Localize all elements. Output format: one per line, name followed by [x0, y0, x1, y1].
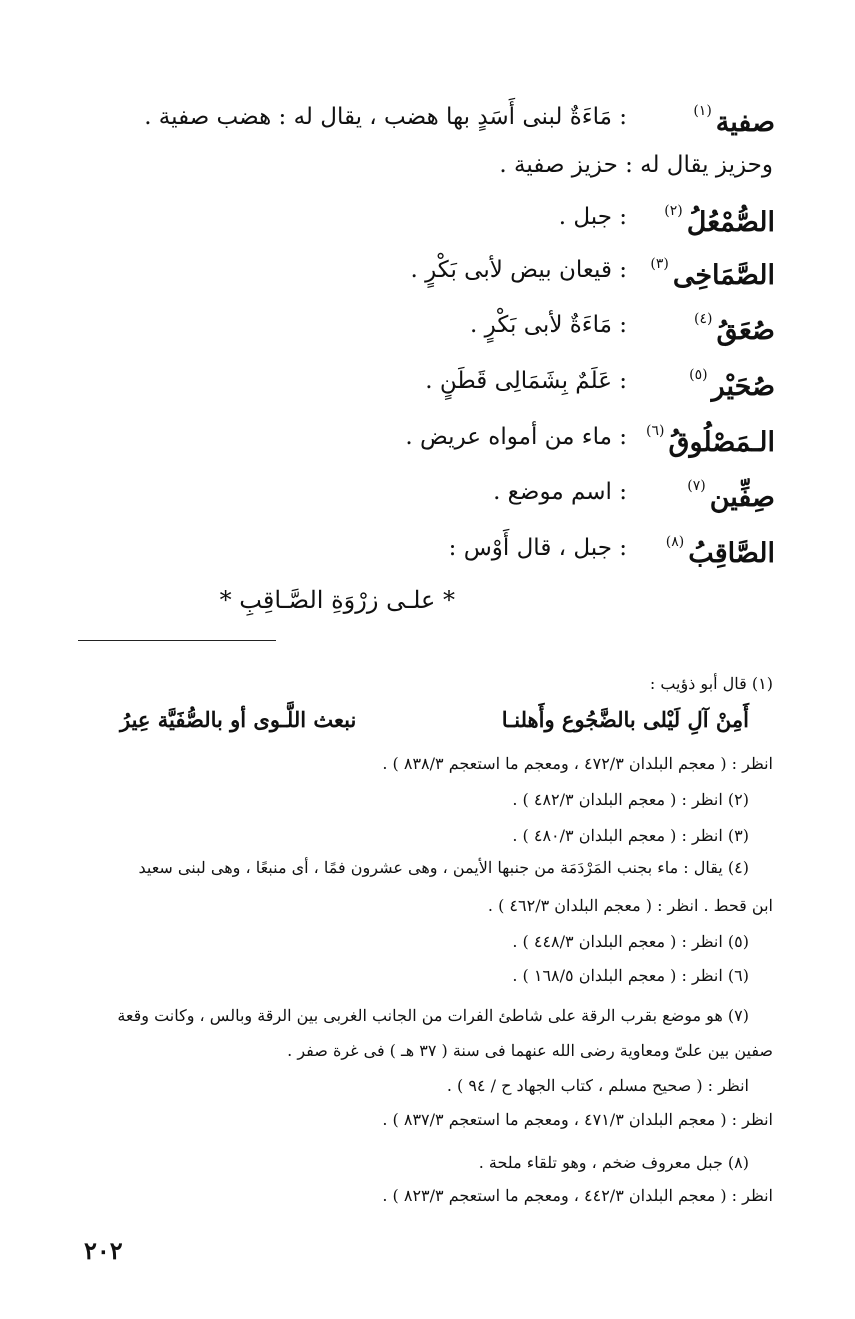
entry-definition: : عَلَمٌ بِشَمَالِى قَطَنٍ . [425, 368, 627, 394]
entry-definition: : جبل ، قال أَوْس : [448, 535, 627, 561]
entry-name: الصَّاقِبُ [688, 538, 775, 569]
verse-hemistich-1: أَمِنْ آلِ لَيْلى بالضَّجُوع وأَهلنـا [501, 707, 749, 732]
entry-name: صُعَقُ [716, 315, 775, 346]
footnote-7-reference-1: انظر : ( صحيح مسلم ، كتاب الجهاد ح / ٩٤ ) . [446, 1076, 749, 1095]
page-number: ٢٠٢ [84, 1236, 123, 1265]
footnote-5: (٥) انظر : ( معجم البلدان ٤٤٨/٣ ) . [512, 932, 749, 951]
footnote-1-verse [120, 700, 749, 740]
footnote-1-reference: انظر : ( معجم البلدان ٤٧٢/٣ ، ومعجم ما استعجم ٨٣٨/٣ ) . [382, 754, 773, 773]
footnote-2: (٢) انظر : ( معجم البلدان ٤٨٢/٣ ) . [512, 790, 749, 809]
footnote-8-reference: انظر : ( معجم البلدان ٤٤٢/٣ ، ومعجم ما استعجم ٨٢٣/٣ ) . [382, 1186, 773, 1205]
entry-1 [60, 93, 775, 141]
entry-definition: : اسم موضع . [493, 479, 627, 505]
footnote-marker: (٧) [687, 478, 706, 494]
footnote-1-head: (١) قال أبو ذؤيب : [649, 674, 773, 693]
entry-7 [60, 468, 775, 516]
entry-definition: : مَاءَةٌ لأبى بَكْرٍ . [470, 312, 627, 338]
entry-name: صِفِّين [709, 482, 775, 513]
entry-definition: : قيعان بيض لأبى بَكْرٍ . [410, 257, 627, 283]
footnote-marker: (٣) [650, 256, 669, 272]
footnote-marker: (٥) [689, 367, 708, 383]
footnote-8: (٨) جبل معروف ضخم ، وهو تلقاء ملحة . [478, 1153, 749, 1172]
entry-name: الـمَصْلُوقُ [668, 427, 775, 458]
entry-name: صفية [715, 107, 775, 138]
entry-8 [60, 524, 775, 572]
entry-3 [60, 246, 775, 294]
footnote-4-line-2: ابن قحط . انظر : ( معجم البلدان ٤٦٢/٣ ) . [487, 896, 773, 915]
footnote-marker: (٨) [665, 534, 685, 550]
entry-definition: : مَاءَةٌ لبنى أَسَدٍ بها هضب ، يقال له : هضب صفية . [144, 104, 627, 130]
entry-definition: : ماء من أمواه عريض . [405, 424, 627, 450]
entry-1-continuation: وحزيز يقال له : حزيز صفية . [499, 152, 773, 178]
footnote-separator [78, 640, 276, 641]
entry-definition: : جبل . [558, 204, 627, 230]
entry-5 [60, 357, 775, 405]
footnote-marker: (٤) [694, 311, 713, 327]
entry-6 [60, 413, 775, 461]
verse-quote: * علـى زرْوَةِ الصَّـاقِبِ * [219, 586, 455, 614]
entry-4 [60, 301, 775, 349]
entry-name: الصَّمَاخِى [672, 260, 775, 291]
footnote-3: (٣) انظر : ( معجم البلدان ٤٨٠/٣ ) . [512, 826, 749, 845]
footnote-marker: (١) [693, 103, 712, 119]
entry-name: صُحَيْر [711, 371, 775, 402]
footnote-4-line-1: (٤) يقال : ماء بجنب المَرْدَمَة من جنبها الأيمن ، وهى عشرون فمًا ، أى منبعًا ، وهى لبنى سعيد [138, 858, 749, 877]
footnote-7-line-2: صفين بين علىّ ومعاوية رضى الله عنهما فى سنة ( ٣٧ هـ ) فى غرة صفر . [287, 1041, 773, 1060]
verse-hemistich-2: نبعث اللَّـوى أو بالصُّفَيَّة عِيرُ [120, 707, 357, 732]
footnote-6: (٦) انظر : ( معجم البلدان ١٦٨/٥ ) . [512, 966, 749, 985]
footnote-marker: (٢) [664, 203, 683, 219]
footnote-7-reference-2: انظر : ( معجم البلدان ٤٧١/٣ ، ومعجم ما استعجم ٨٣٧/٣ ) . [382, 1110, 773, 1129]
footnote-7-line-1: (٧) هو موضع بقرب الرقة على شاطئ الفرات من الجانب الغربى بين الرقة وبالس ، وكانت وقعة [117, 1006, 749, 1025]
entry-2 [60, 193, 775, 241]
entry-name: الصُّمْعُلُ [686, 207, 775, 238]
footnote-marker: (٦) [646, 423, 665, 439]
